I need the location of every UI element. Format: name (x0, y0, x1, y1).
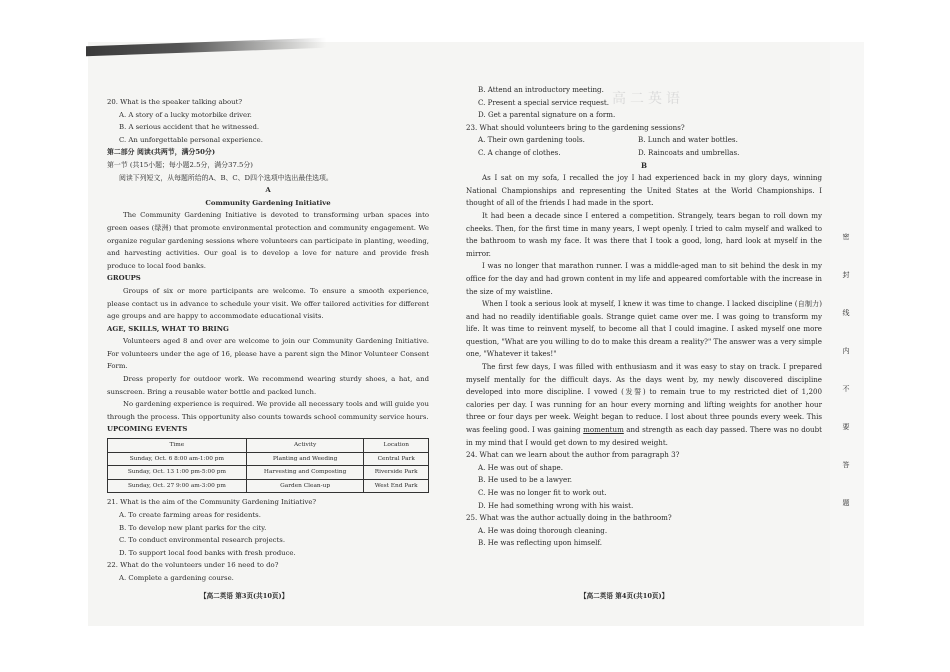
page-footer-right: 【高二英语 第4页(共10页)】 (580, 592, 669, 600)
q23-option-a: A. Their own gardening tools. (478, 135, 585, 145)
b-paragraph-3: I was no longer that marathon runner. I was a middle-aged man to sit behind the desk in my office for the day and had grown content in my life and appeared comfortable with the increase in the size of my waistline. (466, 261, 822, 296)
sidebar-char: 内 (842, 347, 850, 355)
section-one-heading: 第一节 (共15小题；每小题2.5分，满分37.5分) (107, 160, 253, 169)
q22-option-a: A. Complete a gardening course. (119, 573, 234, 582)
sidebar-char: 答 (842, 461, 850, 469)
q24-option-c: C. He was no longer fit to work out. (478, 488, 607, 497)
age-paragraph-2: Dress properly for outdoor work. We recommend wearing sturdy shoes, a hat, and sunscreen. Bring a reusable water bottle and packed lunch. (107, 375, 429, 396)
table-cell: Riverside Park (364, 466, 429, 480)
table-row (108, 452, 429, 466)
passage-b-letter: B (641, 160, 647, 170)
table-cell: Sunday, Oct. 6 8:00 am-1:00 pm (108, 452, 247, 466)
question-21: 21. What is the aim of the Community Gardening Initiative? (107, 498, 317, 507)
q25-option-b: B. He was reflecting upon himself. (478, 538, 603, 548)
q23-options-row-1 (466, 134, 822, 147)
q24-option-d: D. He had something wrong with his waist. (478, 500, 634, 510)
q20-option-c: C. An unforgettable personal experience. (119, 135, 263, 144)
table-header-activity: Activity (246, 439, 364, 453)
events-table (107, 438, 429, 493)
age-skills-heading: AGE, SKILLS, WHAT TO BRING (107, 324, 229, 333)
table-header-time: Time (108, 439, 247, 453)
sidebar-char: 封 (842, 271, 850, 279)
right-column (466, 84, 822, 550)
table-cell: Sunday, Oct. 13 1:00 pm-5:00 pm (108, 466, 247, 480)
q24-option-b: B. He used to be a lawyer. (478, 475, 573, 485)
question-24: 24. What can we learn about the author from paragraph 3? (466, 450, 680, 460)
b-paragraph-1: As I sat on my sofa, I recalled the joy I had experienced back in my glory days, winning National Championships and representing the United States at the World Championships. I thought of all of the friends I had made in the sport. (466, 173, 822, 208)
q22-option-d: D. Get a parental signature on a form. (478, 110, 616, 120)
sidebar-char: 密 (842, 233, 850, 241)
b-paragraph-5 (466, 361, 822, 449)
question-23: 23. What should volunteers bring to the gardening sessions? (466, 122, 685, 132)
q25-option-a: A. He was doing thorough cleaning. (478, 525, 608, 535)
part-two-heading: 第二部分 阅读(共两节，满分50分) (107, 148, 216, 157)
passage-title: Community Gardening Initiative (205, 198, 331, 207)
q21-option-c: C. To conduct environmental research projects. (119, 536, 286, 545)
q20-option-b: B. A serious accident that he witnessed. (119, 123, 260, 132)
q23-option-b: B. Lunch and water bottles. (638, 135, 738, 145)
q23-option-c: C. A change of clothes. (478, 147, 561, 157)
left-column (107, 96, 429, 585)
page-footer-left: 【高二英语 第3页(共10页)】 (200, 592, 289, 600)
sidebar-char: 不 (842, 385, 850, 393)
table-cell: Garden Clean-up (246, 479, 364, 493)
passage-a-letter: A (265, 186, 271, 195)
table-cell: Sunday, Oct. 27 9:00 am-3:00 pm (108, 479, 247, 493)
b-paragraph-4: When I took a serious look at myself, I knew it was time to change. I lacked discipline (自制力) and had no readily identifiable goals. Strange quiet came over me. I was going to transform my life. It was time to reinvent myself, to become all that I could imagine. I asked myself one more question, "What are you willing to do to make this dream a reality?" The answer was a very simple one, "Whatever it takes!" (466, 299, 822, 359)
age-paragraph-3: No gardening experience is required. We provide all necessary tools and will guide you through the process. This opportunity also counts towards school community service hours. (107, 400, 429, 421)
q22-option-c: C. Present a special service request. (478, 97, 609, 107)
q23-option-d: D. Raincoats and umbrellas. (638, 147, 740, 157)
table-header-row (108, 439, 429, 453)
intro-paragraph: The Community Gardening Initiative is devoted to transforming urban spaces into green oases (绿洲) that promote environmental protection and community engagement. We organize regular gardening sessions where volunteers can participate in planting, weeding, and harvesting activities. Our goal is to develop a love for nature and provide fresh produce to local food banks. (107, 211, 429, 270)
sidebar-char: 线 (842, 309, 850, 317)
table-header-location: Location (364, 439, 429, 453)
q20-option-a: A. A story of a lucky motorbike driver. (119, 110, 252, 119)
b-p5-text-before: The first few days, I was filled with enthusiasm and it was easy to stay on track. I prepared myself mentally for the difficult days. As the days went by, my newly discovered discipline developed into more discipline. I vowed (发誓) to remain true to my restricted diet of 1,200 calories per day. I was running for an hour every morning and lifting weights for another hour three or four days per week. Weight began to reduce. I lost about three pounds every week. This was feeling good. I was gaining (466, 362, 822, 435)
question-22: 22. What do the volunteers under 16 need to do? (107, 561, 279, 570)
q22-option-b: B. Attend an introductory meeting. (478, 85, 604, 94)
q24-option-a: A. He was out of shape. (478, 462, 563, 472)
table-cell: Harvesting and Composting (246, 466, 364, 480)
b-p5-text-after: and strength as each day passed. There was no doubt in my mind that I would get down to my desired weight. (466, 425, 822, 447)
sidebar-char: 要 (842, 423, 850, 431)
groups-paragraph: Groups of six or more participants are welcome. To ensure a smooth experience, please contact us in advance to schedule your visit. We offer tailored activities for different age groups and are happy to accommodate educational visits. (107, 286, 429, 321)
table-row (108, 479, 429, 493)
age-paragraph-1: Volunteers aged 8 and over are welcome to join our Community Gardening Initiative. For volunteers under the age of 16, please have a parent sign the Minor Volunteer Consent Form. (107, 337, 429, 371)
table-cell: West End Park (364, 479, 429, 493)
b-paragraph-2: It had been a decade since I entered a competition. Strangely, tears began to roll down my cheeks. Then, for the first time in many years, I wept openly. I tried to calm myself and walked to the bathroom to wash my face. It was there that I took a good, long, hard look at myself in the mirror. (466, 210, 822, 258)
table-cell: Planting and Weeding (246, 452, 364, 466)
reading-instruction: 阅读下列短文，从每题所给的A、B、C、D四个选项中选出最佳选项。 (119, 173, 333, 182)
table-row (108, 466, 429, 480)
q21-option-a: A. To create farming areas for residents. (119, 511, 261, 519)
q23-options-row-2 (466, 147, 822, 160)
binding-line-notice (838, 232, 854, 536)
groups-heading: GROUPS (107, 274, 141, 283)
underlined-word: momentum (583, 425, 624, 435)
sidebar-char: 题 (842, 499, 850, 507)
question-20: 20. What is the speaker talking about? (107, 98, 243, 106)
events-heading: UPCOMING EVENTS (107, 425, 188, 434)
faint-watermark: 高二英语 (612, 91, 684, 107)
q21-option-b: B. To develop new plant parks for the city. (119, 523, 267, 532)
question-25: 25. What was the author actually doing in the bathroom? (466, 513, 672, 523)
q21-option-d: D. To support local food banks with fresh produce. (119, 548, 296, 557)
table-cell: Central Park (364, 452, 429, 466)
